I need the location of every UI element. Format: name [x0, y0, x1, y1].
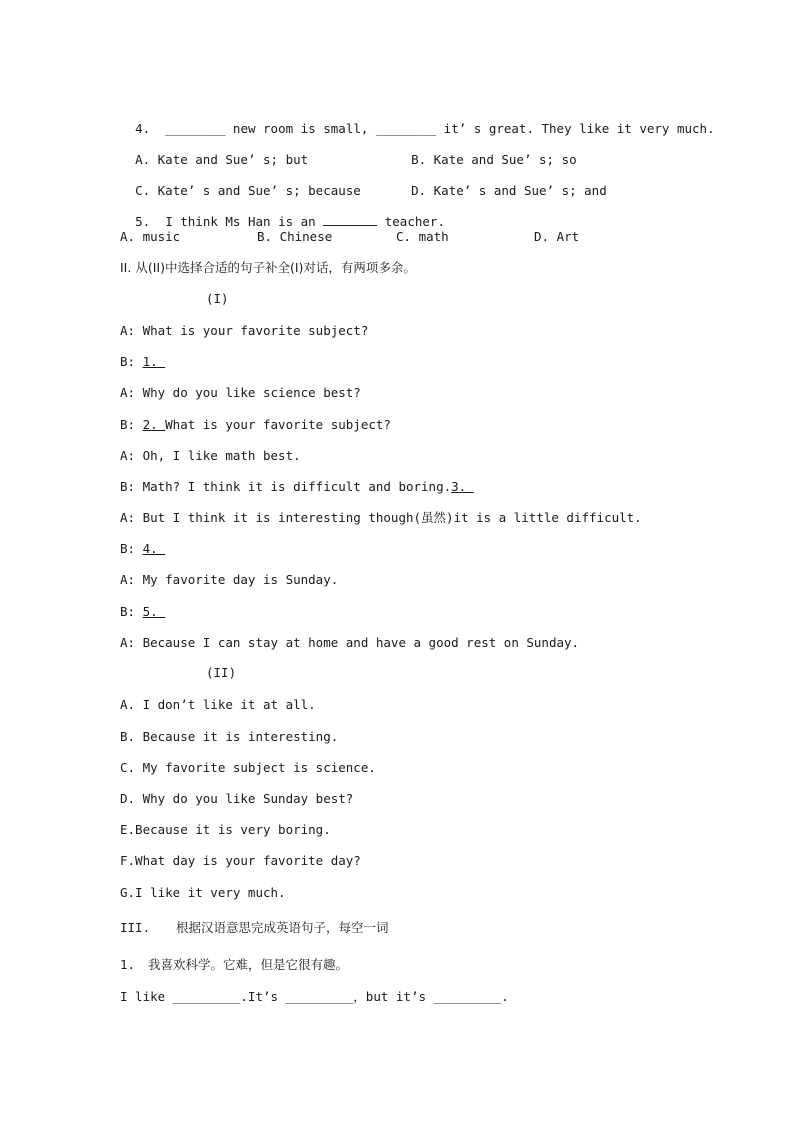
option-text: G.I like it very much.	[120, 885, 286, 900]
section3-heading-text: 根据汉语意思完成英语句子，每空一词	[176, 920, 389, 935]
q5-option-a: A. music	[120, 229, 181, 244]
q5-line	[120, 198, 445, 230]
q5-option-d-wrap	[534, 229, 579, 245]
dialogue-text: Because I can stay at home and have a good rest on Sunday.	[142, 635, 580, 650]
q5-option-c-wrap	[396, 229, 449, 245]
speaker: B:	[120, 604, 143, 619]
dialogue-text: But I think it is interesting though(虽然)it is a little difficult.	[142, 510, 642, 525]
q4-options-row-2	[120, 167, 361, 199]
q5-option-c: C. math	[396, 229, 449, 244]
q4-option-c: C. Kate’ s and Sue’ s; because	[135, 183, 361, 198]
section2-sub2-text: (II)	[206, 665, 237, 680]
q5-blank	[323, 214, 377, 226]
answer-blank: 2.	[142, 417, 166, 432]
speaker: B:	[120, 479, 143, 494]
q5-text-2: teacher.	[377, 214, 445, 229]
q5-number: 5.	[135, 214, 151, 229]
dialogue-line	[120, 448, 301, 464]
section3-q1-num-wrap	[120, 957, 135, 973]
speaker: B:	[120, 354, 143, 369]
speaker: A:	[120, 323, 143, 338]
option-text: C. My favorite subject is science.	[120, 760, 376, 775]
q4-option-a: A. Kate and Sue’ s; but	[135, 152, 309, 167]
answer-blank: 5.	[142, 604, 166, 619]
dialogue-text: Oh, I like math best.	[142, 448, 301, 463]
section2-heading	[120, 260, 416, 276]
option-item	[120, 697, 316, 713]
section3-q1-number: 1.	[120, 957, 136, 972]
q5-text-1: I think Ms Han is an	[165, 214, 324, 229]
dialogue-text: My favorite day is Sunday.	[142, 572, 339, 587]
q4-options-row-2b	[396, 167, 607, 199]
section3-q1-chinese: 我喜欢科学。它难，但是它很有趣。	[148, 957, 349, 972]
section2-sub1-text: (I)	[206, 291, 229, 306]
dialogue-text: What is your favorite subject?	[165, 417, 391, 432]
dialogue-text: Math? I think it is difficult and boring.	[142, 479, 452, 494]
dialogue-line	[120, 385, 361, 401]
q4-blank-2: ________	[375, 121, 437, 136]
option-text: E.Because it is very boring.	[120, 822, 331, 837]
q5-option-b: B. Chinese	[257, 229, 333, 244]
option-text: A. I don’t like it at all.	[120, 697, 316, 712]
section2-sub1	[206, 291, 229, 307]
dialogue-line	[120, 479, 474, 495]
q4-text-1: new room is small,	[225, 121, 376, 136]
section3-q1-english: I like _________.It’s _________，but it’s _________.	[120, 989, 509, 1004]
q4-number: 4.	[135, 121, 151, 136]
option-item	[120, 822, 331, 838]
speaker: B:	[120, 541, 143, 556]
section2-sub2	[206, 665, 236, 681]
option-text: D. Why do you like Sunday best?	[120, 791, 354, 806]
option-item	[120, 885, 286, 901]
dialogue-line	[120, 541, 165, 557]
section3-number: III.	[120, 920, 151, 935]
dialogue-text: Why do you like science best?	[142, 385, 361, 400]
dialogue-line	[120, 323, 368, 339]
q4-option-b: B. Kate and Sue’ s; so	[411, 152, 577, 167]
section3-heading-text-wrap	[176, 920, 389, 936]
answer-blank: 1.	[142, 354, 166, 369]
q4-blank-1: ________	[165, 121, 226, 136]
q4-text-2: it’ s great. They like it very much.	[436, 121, 715, 136]
speaker: B:	[120, 417, 143, 432]
speaker: A:	[120, 572, 143, 587]
q4-option-d: D. Kate’ s and Sue’ s; and	[411, 183, 607, 198]
q5-option-a-wrap	[120, 229, 180, 245]
option-item	[120, 791, 353, 807]
section3-q1-en-wrap	[120, 989, 509, 1005]
answer-blank: 3.	[451, 479, 474, 494]
dialogue-line	[120, 510, 642, 526]
section3-q1-cn-wrap	[148, 957, 348, 973]
dialogue-line	[120, 417, 391, 433]
option-text: F.What day is your favorite day?	[120, 853, 361, 868]
option-item	[120, 853, 361, 869]
speaker: A:	[120, 635, 143, 650]
q5-option-b-wrap	[257, 229, 332, 245]
q4-line	[120, 105, 715, 137]
option-item	[120, 760, 376, 776]
dialogue-text: What is your favorite subject?	[142, 323, 369, 338]
answer-blank: 4.	[142, 541, 166, 556]
q4-options-row-1	[120, 136, 308, 168]
option-text: B. Because it is interesting.	[120, 729, 339, 744]
section2-heading-text: II. 从(II)中选择合适的句子补全(I)对话，有两项多余。	[120, 260, 416, 275]
dialogue-line	[120, 604, 165, 620]
dialogue-line	[120, 635, 579, 651]
speaker: A:	[120, 385, 143, 400]
section3-heading	[120, 920, 150, 936]
speaker: A:	[120, 448, 143, 463]
dialogue-line	[120, 572, 338, 588]
option-item	[120, 729, 338, 745]
q5-option-d: D. Art	[534, 229, 580, 244]
speaker: A:	[120, 510, 143, 525]
q4-options-row-1b	[396, 136, 577, 168]
dialogue-line	[120, 354, 165, 370]
